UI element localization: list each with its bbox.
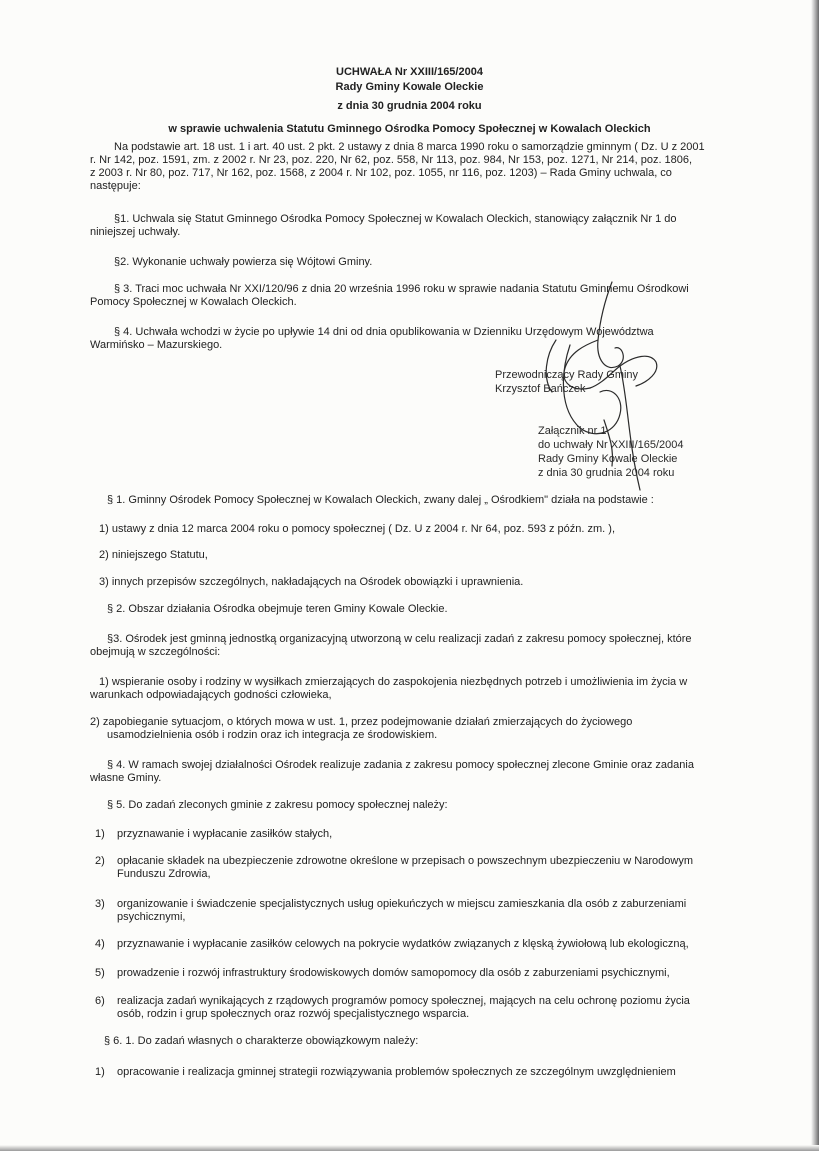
- signature-name: Krzysztof Bańczek: [495, 383, 586, 395]
- annex-line-4: z dnia 30 grudnia 2004 roku: [538, 467, 675, 479]
- resolution-subject: w sprawie uchwalenia Statutu Gminnego Ośrodka Pomocy Społecznej w Kowalach Oleckich: [168, 123, 651, 135]
- list-item-number: 1): [95, 828, 105, 840]
- resolution-title: UCHWAŁA Nr XXIII/165/2004: [336, 66, 483, 78]
- list-item: opracowanie i realizacja gminnej strategii rozwiązywania problemów społecznych ze szczególnym uwzględnieniem: [117, 1066, 676, 1078]
- statute-section-3-item-2-cont: usamodzielnienia osób i rodzin oraz ich integracja ze środowiskiem.: [107, 729, 438, 741]
- resolution-paragraph-4: § 4. Uchwała wchodzi w życie po upływie 14 dni od dnia opublikowania w Dzienniku Urzędowym Województwa: [114, 326, 654, 338]
- preamble-line: następuje:: [90, 180, 141, 192]
- statute-section-2: § 2. Obszar działania Ośrodka obejmuje teren Gminy Kowale Oleckie.: [107, 603, 448, 615]
- resolution-paragraph-4-cont: Warmińsko – Mazurskiego.: [90, 339, 223, 351]
- list-item-number: 6): [95, 995, 105, 1007]
- preamble-line: z 2003 r. Nr 80, poz. 717, Nr 162, poz. 1568, z 2004 r. Nr 102, poz. 1055, nr 116, poz. 1203) – Rada Gminy uchwala, co: [90, 167, 672, 179]
- scan-edge-shadow: [811, 0, 819, 1151]
- statute-section-3-item-1-cont: warunkach odpowiadających godności człowieka,: [90, 689, 332, 701]
- statute-section-1-item: 3) innych przepisów szczególnych, nakładających na Ośrodek obowiązki i uprawnienia.: [99, 576, 524, 588]
- annex-line-1: Załącznik nr 1: [538, 425, 607, 437]
- list-item: realizacja zadań wynikających z rządowych programów pomocy społecznej, mających na celu ochronę poziomu życia: [117, 995, 690, 1007]
- statute-section-1-item: 1) ustawy z dnia 12 marca 2004 roku o pomocy społecznej ( Dz. U z 2004 r. Nr 64, poz. 593 z późn. zm. ),: [99, 523, 616, 535]
- resolution-issuer: Rady Gminy Kowale Oleckie: [335, 81, 484, 93]
- list-item-cont: Funduszu Zdrowia,: [117, 868, 211, 880]
- resolution-paragraph-3-cont: Pomocy Społecznej w Kowalach Oleckich.: [90, 296, 297, 308]
- statute-section-6: § 6. 1. Do zadań własnych o charakterze obowiązkowym należy:: [104, 1035, 419, 1047]
- signature-title: Przewodniczący Rady Gminy: [495, 369, 639, 381]
- resolution-paragraph-1: §1. Uchwala się Statut Gminnego Ośrodka Pomocy Społecznej w Kowalach Oleckich, stanowiący załącznik Nr 1 do: [114, 213, 677, 225]
- list-item: opłacanie składek na ubezpieczenie zdrowotne określone w przepisach o powszechnym ubezpieczeniu w Narodowym: [117, 855, 693, 867]
- statute-section-3-cont: obejmują w szczególności:: [90, 646, 221, 658]
- list-item-number: 1): [95, 1066, 105, 1078]
- list-item: przyznawanie i wypłacanie zasiłków stałych,: [117, 828, 333, 840]
- statute-section-3-item-1: 1) wspieranie osoby i rodziny w wysiłkach zmierzających do zaspokojenia niezbędnych potrzeb i umożliwienia im życia w: [99, 676, 688, 688]
- resolution-paragraph-1-cont: niniejszej uchwały.: [90, 226, 181, 238]
- annex-line-3: Rady Gminy Kowale Oleckie: [538, 453, 678, 465]
- list-item-cont: psychicznymi,: [117, 911, 186, 923]
- list-item: organizowanie i świadczenie specjalistycznych usług opiekuńczych w miejscu zamieszkania dla osób z zaburzeniami: [117, 898, 687, 910]
- scan-edge-shadow: [0, 1145, 819, 1151]
- list-item: przyznawanie i wypłacanie zasiłków celowych na pokrycie wydatków związanych z klęską żywiołową lub ekologiczną,: [117, 938, 689, 950]
- resolution-paragraph-3: § 3. Traci moc uchwała Nr XXI/120/96 z dnia 20 września 1996 roku w sprawie nadania Statutu Gminnemu Ośrodkowi: [114, 283, 689, 295]
- list-item-number: 2): [95, 855, 105, 867]
- resolution-date: z dnia 30 grudnia 2004 roku: [337, 100, 482, 112]
- list-item-number: 5): [95, 967, 105, 979]
- preamble-line: r. Nr 142, poz. 1591, zm. z 2002 r. Nr 23, poz. 220, Nr 62, poz. 558, Nr 113, poz. 984, Nr 153, poz. 1271, Nr 214, poz. 1806,: [90, 154, 693, 166]
- statute-section-4: § 4. W ramach swojej działalności Ośrodek realizuje zadania z zakresu pomocy społecznej zlecone Gminie oraz zadania: [107, 759, 694, 771]
- list-item-cont: osób, rodzin i grup społecznych oraz rozwój specjalistycznego wsparcia.: [117, 1008, 470, 1020]
- statute-section-3: §3. Ośrodek jest gminną jednostką organizacyjną utworzoną w celu realizacji zadań z zakresu pomocy społecznej, które: [107, 633, 692, 645]
- statute-section-5: § 5. Do zadań zleconych gminie z zakresu pomocy społecznej należy:: [107, 799, 448, 811]
- list-item-number: 4): [95, 938, 105, 950]
- statute-section-3-item-2: 2) zapobieganie sytuacjom, o których mowa w ust. 1, przez podejmowanie działań zmierzających do życiowego: [90, 716, 633, 728]
- statute-section-1: § 1. Gminny Ośrodek Pomocy Społecznej w Kowalach Oleckich, zwany dalej „ Ośrodkiem" działa na podstawie :: [107, 494, 654, 506]
- list-item: prowadzenie i rozwój infrastruktury środowiskowych domów samopomocy dla osób z zaburzeniami psychicznymi,: [117, 967, 670, 979]
- resolution-paragraph-2: §2. Wykonanie uchwały powierza się Wójtowi Gminy.: [114, 256, 373, 268]
- statute-section-1-item: 2) niniejszego Statutu,: [99, 549, 208, 561]
- list-item-number: 3): [95, 898, 105, 910]
- preamble-line: Na podstawie art. 18 ust. 1 i art. 40 ust. 2 pkt. 2 ustawy z dnia 8 marca 1990 roku o samorządzie gminnym ( Dz. U z 2001: [114, 141, 705, 153]
- annex-line-2: do uchwały Nr XXIII/165/2004: [538, 439, 684, 451]
- statute-section-4-cont: własne Gminy.: [90, 772, 162, 784]
